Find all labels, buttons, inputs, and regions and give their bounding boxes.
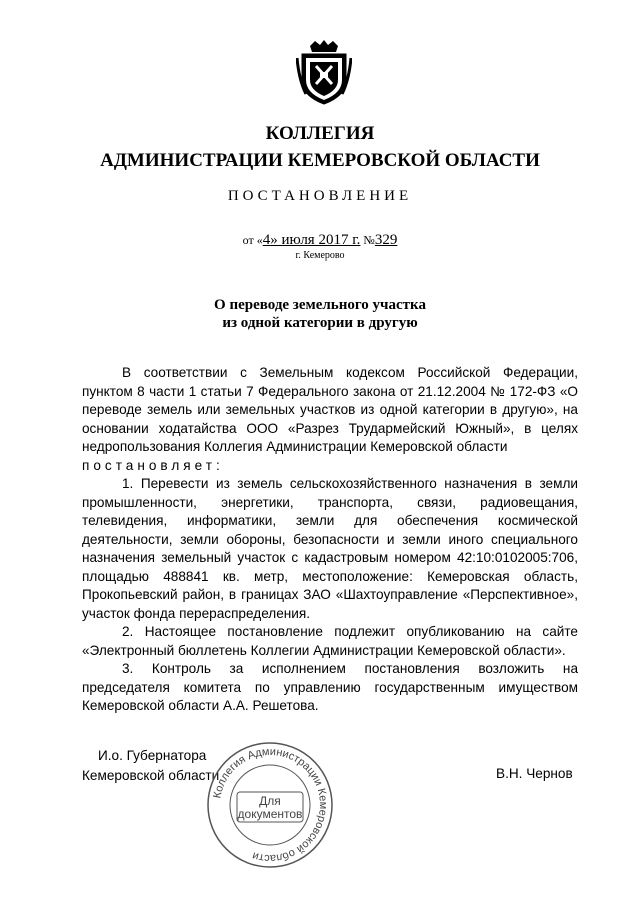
document-type: ПОСТАНОВЛЕНИЕ (227, 188, 413, 204)
official-stamp (205, 740, 335, 870)
document-number: 329 (374, 232, 398, 248)
position-line-2: Кемеровской области (82, 768, 220, 783)
title-line-1: О переводе земельного участка (214, 297, 426, 313)
organization-subtitle: АДМИНИСТРАЦИИ КЕМЕРОВСКОЙ ОБЛАСТИ (100, 150, 540, 171)
city: г. Кемерово (295, 250, 345, 261)
date-prefix: от « (242, 233, 263, 247)
document-title (0, 296, 640, 332)
organization-title: КОЛЛЕГИЯ (265, 123, 375, 144)
resolves-word: постановляет: (82, 457, 224, 473)
item-2: 2. Настоящее постановление подлежит опубликованию на сайте «Электронный бюллетень Коллегии Администрации Кемеровской области». (82, 624, 578, 658)
coat-of-arms-emblem (296, 40, 352, 106)
date-day: 4 (262, 232, 271, 248)
stamp-ring-text: Коллегия Администрации Кемеровской области (211, 745, 330, 865)
stamp-center-line-1: Для (259, 794, 281, 808)
stamp-center-line-2: документов (237, 807, 303, 821)
title-line-2: из одной категории в другую (222, 315, 418, 331)
signatory-position (82, 746, 219, 786)
document-body (82, 364, 578, 716)
position-line-1: И.о. Губернатора (98, 748, 207, 763)
item-1: 1. Перевести из земель сельскохозяйственного назначения в земли промышленности, энергетики, транспорта, связи, радиовещания, телевидения, информатики, земли для обеспечения космической деятельности, земли обороны, безопасности и земли иного специального назначения земельный участок с кадастровым номером 42:10:0102005:706, площадью 488841 кв. метр, местоположение: Кемеровская область, Прокопьевский район, в границах ЗАО «Шахтоуправление «Перспективное», участок фонда перераспределения. (82, 476, 578, 621)
date-number-line (0, 232, 640, 249)
intro-paragraph: В соответствии с Земельным кодексом Российской Федерации, пунктом 8 части 1 статьи 7 Федерального закона от 21.12.2004 № 172-ФЗ «О переводе земель или земельных участков из одной категории в другую», на основании ходатайства ООО «Разрез Трудармейский Южный», в целях недропользования Коллегия Администрации Кемеровской области (82, 365, 578, 454)
signatory-name: В.Н. Чернов (496, 766, 573, 781)
date-month-year: » июля 2017 г. (270, 232, 361, 248)
item-3: 3. Контроль за исполнением постановления возложить на председателя комитета по управлению государственным имуществом Кемеровской области А.А. Решетова. (82, 661, 578, 713)
number-label: № (363, 233, 375, 247)
